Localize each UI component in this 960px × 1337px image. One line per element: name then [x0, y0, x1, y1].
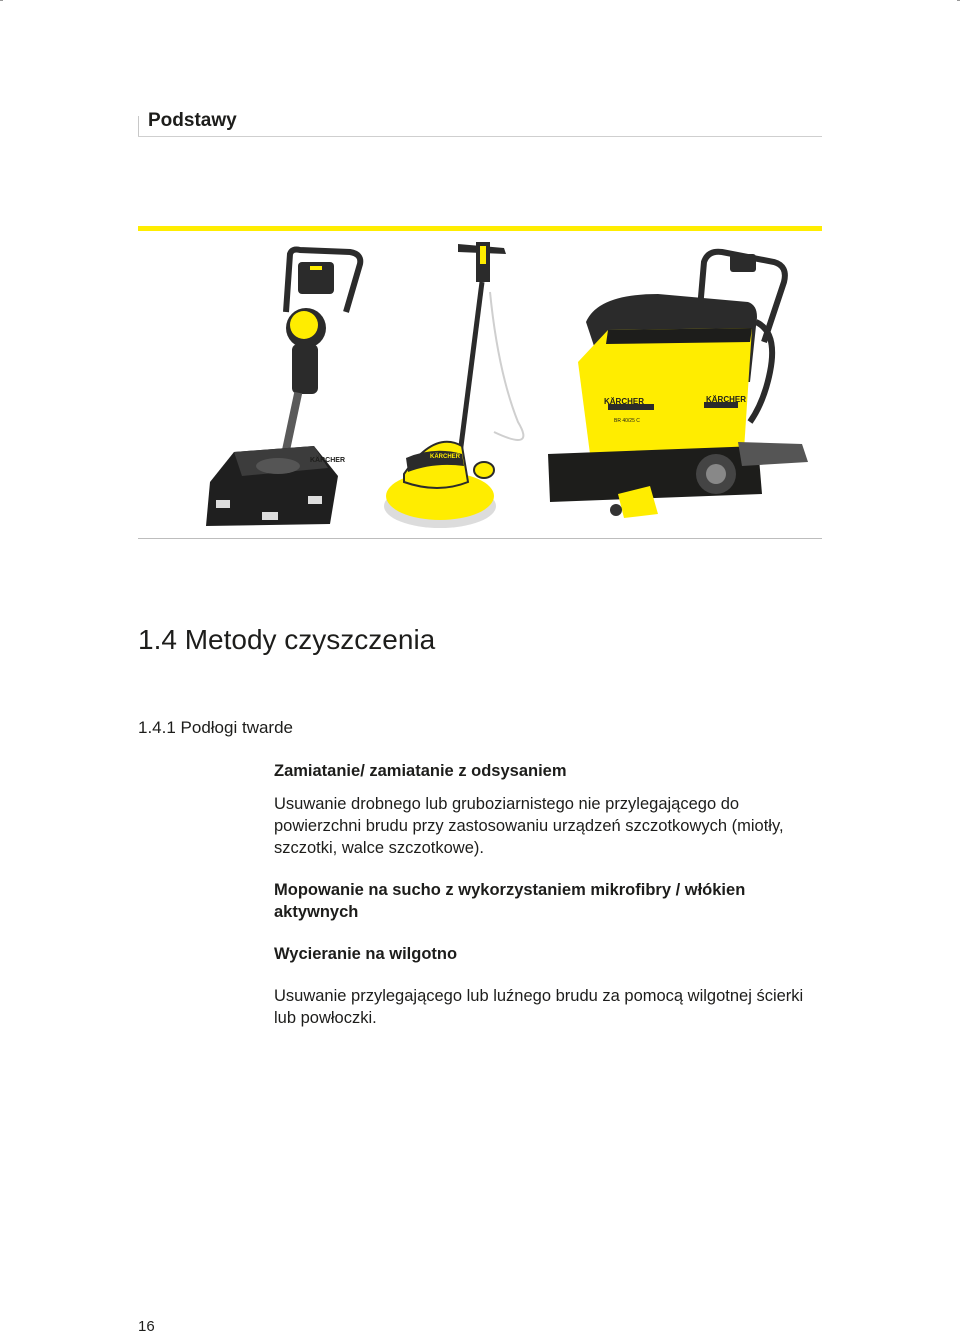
- crop-mark: [0, 0, 3, 1]
- subsection-title: 1.4.1 Podłogi twarde: [138, 718, 293, 737]
- machines-photo: [138, 232, 822, 536]
- block-text-damp-wiping: Usuwanie przylegającego lub luźnego brudu za pomocą wilgotnej ścierki lub powłoczki.: [274, 987, 804, 1027]
- machine-2-polisher: [384, 242, 523, 528]
- block-heading-sweeping: Zamiatanie/ zamiatanie z odsysaniem: [274, 762, 567, 780]
- block-heading-damp-wiping: Wycieranie na wilgotno: [274, 945, 458, 963]
- page-number: 16: [138, 1318, 155, 1335]
- block-heading-dry-mopping: Mopowanie na sucho z wykorzystaniem mikrofibry / włókien aktywnych: [274, 881, 746, 921]
- section-title: 1.4 Metody czyszczenia: [138, 624, 436, 655]
- brand-label: KÄRCHER: [310, 457, 345, 464]
- brand-label: KÄRCHER: [430, 454, 460, 460]
- content-body: [274, 760, 822, 1029]
- machine-3-scrubber-dryer: [548, 252, 808, 518]
- yellow-accent-bar: [138, 226, 822, 231]
- running-header: Podstawy: [148, 110, 237, 131]
- header-rule: [138, 136, 822, 137]
- photo-bottom-rule: [138, 538, 822, 539]
- brand-label: KÄRCHER: [604, 397, 644, 406]
- brand-label: KÄRCHER: [706, 395, 746, 404]
- header-tick: [138, 116, 139, 136]
- machine-1-scrubber: [206, 250, 360, 527]
- model-label: BR 40/25 C: [614, 418, 640, 424]
- block-text-sweeping: Usuwanie drobnego lub gruboziarnistego nie przylegającego do powierzchni brudu przy zastosowaniu urządzeń szczotkowych (miotły, szczotki, walce szczotkowe).: [274, 795, 784, 857]
